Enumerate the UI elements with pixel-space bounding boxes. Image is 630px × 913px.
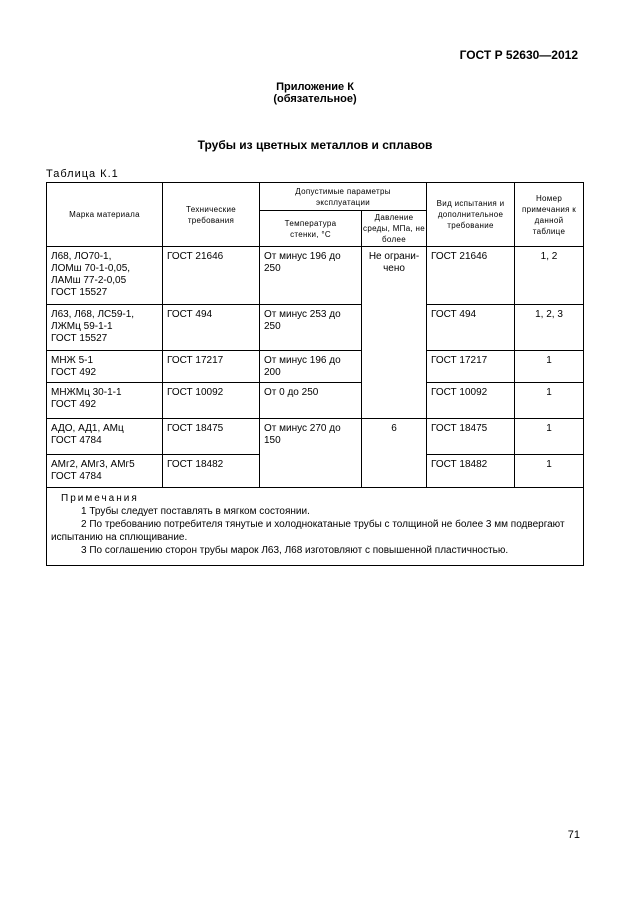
- tech-cell: ГОСТ 21646: [163, 247, 260, 305]
- table-row: [47, 247, 584, 305]
- temp-cell: От минус 270 до 150: [260, 419, 362, 488]
- material-cell: МНЖМц 30-1-1 ГОСТ 492: [47, 383, 163, 419]
- table-row: [47, 419, 584, 455]
- test-cell: ГОСТ 18482: [427, 455, 515, 488]
- annex-title: Приложение К: [276, 81, 354, 93]
- temp-cell: От минус 196 до 200: [260, 351, 362, 383]
- annex-status: (обязательное): [273, 93, 357, 105]
- note-cell: 1, 2, 3: [515, 305, 584, 351]
- col-header-pressure: Давление среды, МПа, не более: [362, 211, 427, 247]
- notes-row: [47, 488, 584, 566]
- temp-cell: От минус 196 до 250: [260, 247, 362, 305]
- tech-cell: ГОСТ 494: [163, 305, 260, 351]
- tech-cell: ГОСТ 10092: [163, 383, 260, 419]
- temp-cell: От минус 253 до 250: [260, 305, 362, 351]
- tech-cell: ГОСТ 17217: [163, 351, 260, 383]
- table-row: [47, 383, 584, 419]
- document-header: ГОСТ Р 52630—2012: [459, 48, 578, 62]
- test-cell: ГОСТ 10092: [427, 383, 515, 419]
- table-caption: Таблица К.1: [46, 168, 119, 180]
- table-row: [47, 351, 584, 383]
- note-item: 2 По требованию потребителя тянутые и холоднокатаные трубы с толщиной не более 3 мм подвергают испытанию на сплющивание.: [51, 519, 565, 543]
- pressure-cell-6: 6: [362, 419, 427, 488]
- material-cell: МНЖ 5-1 ГОСТ 492: [47, 351, 163, 383]
- note-cell: 1, 2: [515, 247, 584, 305]
- tech-cell: ГОСТ 18475: [163, 419, 260, 455]
- page-number: 71: [567, 829, 580, 841]
- col-header-material: Марка материала: [47, 183, 163, 247]
- material-cell: АДО, АД1, АМц ГОСТ 4784: [47, 419, 163, 455]
- col-header-temp: Температура стенки, °С: [260, 211, 362, 247]
- material-cell: Л63, Л68, ЛС59-1, ЛЖМц 59-1-1 ГОСТ 15527: [47, 305, 163, 351]
- col-header-test: Вид испытания и дополнительное требование: [427, 183, 515, 247]
- section-title: Трубы из цветных металлов и сплавов: [197, 138, 433, 152]
- material-cell: АМг2, АМг3, АМг5 ГОСТ 4784: [47, 455, 163, 488]
- note-item: 3 По соглашению сторон трубы марок Л63, Л68 изготовляют с повышенной пластичностью.: [81, 545, 509, 556]
- pressure-cell-unlimited: Не ограни-чено: [362, 247, 427, 419]
- note-item: 1 Трубы следует поставлять в мягком состоянии.: [81, 506, 310, 517]
- note-cell: 1: [515, 419, 584, 455]
- note-cell: 1: [515, 455, 584, 488]
- test-cell: ГОСТ 21646: [427, 247, 515, 305]
- col-header-params: Допустимые параметры эксплуатации: [260, 183, 427, 211]
- test-cell: ГОСТ 494: [427, 305, 515, 351]
- note-cell: 1: [515, 351, 584, 383]
- table-notes: [47, 488, 584, 566]
- test-cell: ГОСТ 17217: [427, 351, 515, 383]
- col-header-tech: Технические требования: [163, 183, 260, 247]
- material-cell: Л68, ЛО70-1, ЛОМш 70-1-0,05, ЛАМш 77-2-0,05 ГОСТ 15527: [47, 247, 163, 305]
- annex-heading: [0, 81, 630, 105]
- table-row: [47, 305, 584, 351]
- notes-heading: Примечания: [61, 493, 139, 504]
- tech-cell: ГОСТ 18482: [163, 455, 260, 488]
- col-header-note: Номер примечания к данной таблице: [515, 183, 584, 247]
- temp-cell: От 0 до 250: [260, 383, 362, 419]
- note-cell: 1: [515, 383, 584, 419]
- table-k1: [46, 182, 584, 566]
- test-cell: ГОСТ 18475: [427, 419, 515, 455]
